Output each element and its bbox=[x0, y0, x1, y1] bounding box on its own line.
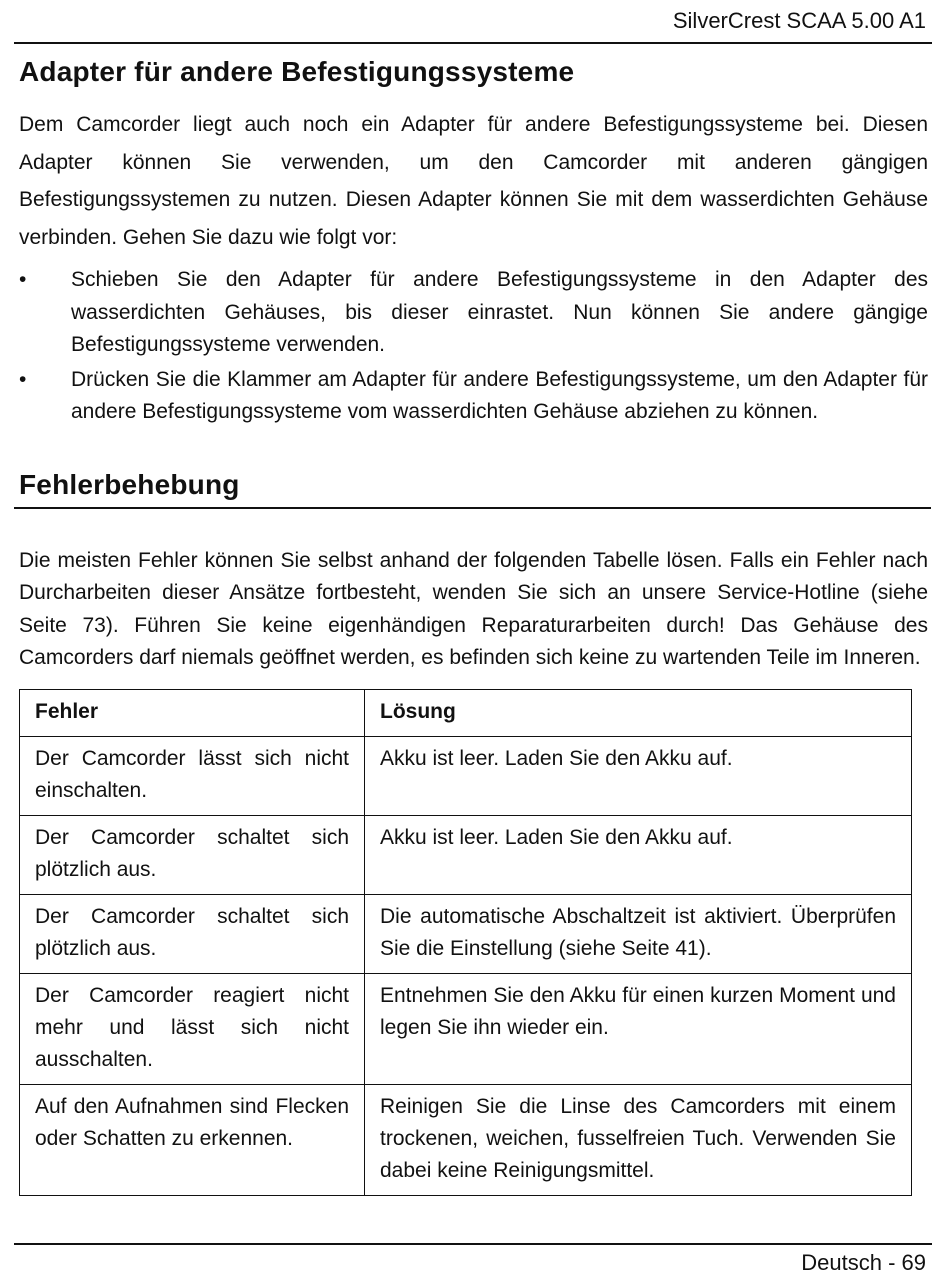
table-cell-problem: Auf den Aufnahmen sind Flecken oder Schatten zu erkennen. bbox=[20, 1084, 365, 1195]
table-cell-solution: Akku ist leer. Laden Sie den Akku auf. bbox=[365, 736, 912, 815]
adapter-bullet-list bbox=[19, 264, 928, 429]
list-item bbox=[19, 264, 928, 362]
adapter-paragraph: Dem Camcorder liegt auch noch ein Adapter für andere Befestigungssysteme bei. Diesen Adapter können Sie verwenden, um den Camcorder mit anderen gängigen Befestigungssystemen zu nutzen. Diesen Adapter können Sie mit dem wasserdichten Gehäuse verbinden. Gehen Sie dazu wie folgt vor: bbox=[19, 113, 928, 249]
page-content bbox=[19, 52, 928, 1196]
bullet-text: Schieben Sie den Adapter für andere Befestigungssysteme in den Adapter des wasserdichten Gehäuses, bis dieser einrastet. Nun können Sie andere gängige Befestigungssysteme verwenden. bbox=[71, 268, 928, 356]
section-title-troubleshooting: Fehlerbehebung bbox=[19, 468, 240, 500]
bullet-text: Drücken Sie die Klammer am Adapter für andere Befestigungssysteme, um den Adapter für andere Befestigungssysteme vom wasserdichten Gehäuse abziehen zu können. bbox=[71, 367, 928, 423]
table-row bbox=[20, 736, 912, 815]
list-item bbox=[19, 364, 928, 429]
table-row bbox=[20, 973, 912, 1084]
table-cell-solution: Reinigen Sie die Linse des Camcorders mit einem trockenen, weichen, fusselfreien Tuch. Verwenden Sie dabei keine Reinigungsmittel. bbox=[365, 1084, 912, 1195]
footer-divider bbox=[14, 1243, 932, 1245]
page-header: SilverCrest SCAA 5.00 A1 bbox=[672, 8, 926, 33]
table-cell-solution: Entnehmen Sie den Akku für einen kurzen Moment und legen Sie ihn wieder ein. bbox=[365, 973, 912, 1084]
table-header-loesung: Lösung bbox=[365, 689, 912, 736]
table-cell-problem: Der Camcorder lässt sich nicht einschalten. bbox=[20, 736, 365, 815]
troubleshooting-paragraph: Die meisten Fehler können Sie selbst anhand der folgenden Tabelle lösen. Falls ein Fehler nach Durcharbeiten dieser Ansätze fortbesteht, wenden Sie sich an unsere Service-Hotline (siehe Seite 73). Führen Sie keine eigenhändigen Reparaturarbeiten durch! Das Gehäuse des Camcorders darf niemals geöffnet werden, es befinden sich keine zu wartenden Teile im Inneren. bbox=[19, 548, 928, 669]
page-footer: Deutsch - 69 bbox=[801, 1250, 926, 1275]
header-divider bbox=[14, 42, 932, 44]
table-cell-solution: Die automatische Abschaltzeit ist aktiviert. Überprüfen Sie die Einstellung (siehe Seite 41). bbox=[365, 894, 912, 973]
table-header-fehler: Fehler bbox=[20, 689, 365, 736]
table-cell-problem: Der Camcorder schaltet sich plötzlich aus. bbox=[20, 894, 365, 973]
bullet-icon: • bbox=[19, 268, 27, 291]
table-cell-problem: Der Camcorder reagiert nicht mehr und lässt sich nicht ausschalten. bbox=[20, 973, 365, 1084]
table-header-row bbox=[20, 689, 912, 736]
section-title-adapter: Adapter für andere Befestigungssysteme bbox=[19, 56, 575, 87]
table-row bbox=[20, 894, 912, 973]
table-row bbox=[20, 1084, 912, 1195]
troubleshooting-table bbox=[19, 689, 912, 1196]
table-cell-solution: Akku ist leer. Laden Sie den Akku auf. bbox=[365, 815, 912, 894]
section-divider bbox=[14, 507, 931, 509]
table-cell-problem: Der Camcorder schaltet sich plötzlich aus. bbox=[20, 815, 365, 894]
bullet-icon: • bbox=[19, 367, 27, 391]
table-row bbox=[20, 815, 912, 894]
